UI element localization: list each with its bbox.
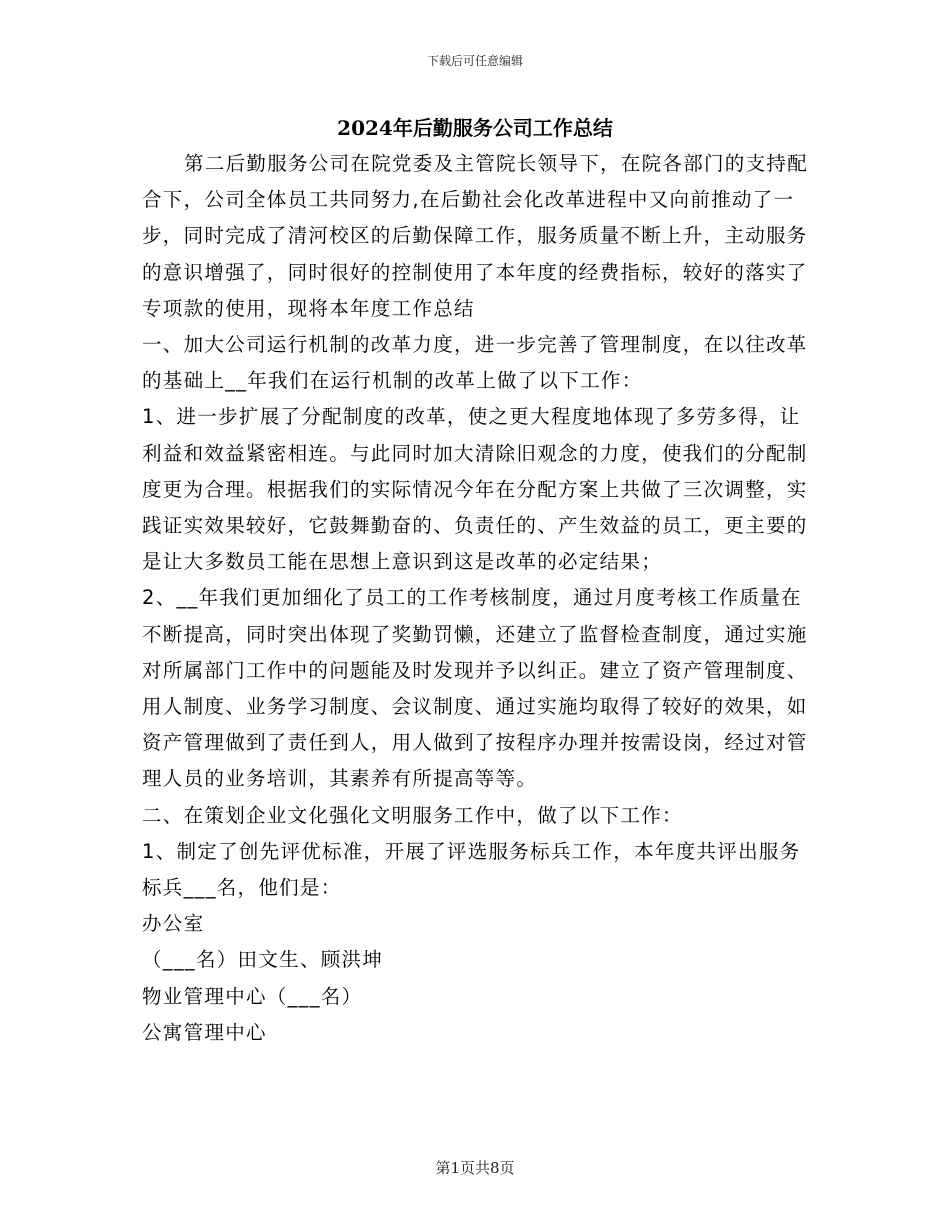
paragraph-apartment-center: 公寓管理中心 — [142, 1020, 267, 1044]
page-header-note: 下载后可任意编辑 — [426, 54, 523, 68]
paragraph-section-2-heading: 二、在策划企业文化强化文明服务工作中，做了以下工作： — [142, 803, 683, 827]
paragraph-office: 办公室 — [142, 912, 205, 936]
paragraph-property-center: 物业管理中心（___名） — [142, 984, 363, 1008]
paragraph-intro: 第二后勤服务公司在院党委及主管院长领导下，在院各部门的支持配合下，公司全体员工共同努力,在后勤社会化改革进程中又向前推动了一步，同时完成了清河校区的后勤保障工作，服务质量不断上升，主动服务的意识增强了，同时很好的控制使用了本年度的经费指标，较好的落实了专项款的使用，现将本年度工作总结 — [142, 152, 809, 320]
paragraph-item-2-1: 1、制定了创先评优标准，开展了评选服务标兵工作，本年度共评出服务标兵___名，他们是： — [142, 839, 801, 900]
document-body — [142, 146, 812, 1051]
page-number: 第1页共8页 — [435, 1159, 515, 1177]
paragraph-item-1-2: 2、__年我们更加细化了员工的工作考核制度，通过月度考核工作质量在不断提高，同时突出体现了奖勤罚懒，还建立了监督检查制度，通过实施对所属部门工作中的问题能及时发现并予以纠正。建立了资产管理制度、用人制度、业务学习制度、会议制度、通过实施均取得了较好的效果，如资产管理做到了责任到人，用人做到了按程序办理并按需设岗，经过对管理人员的业务培训，其素养有所提高等等。 — [142, 586, 808, 791]
paragraph-item-1-1: 1、进一步扩展了分配制度的改革，使之更大程度地体现了多劳多得，让利益和效益紧密相连。与此同时加大清除旧观念的力度，使我们的分配制度更为合理。根据我们的实际情况今年在分配方案上共做了三次调整，实践证实效果较好，它鼓舞勤奋的、负责任的、产生效益的员工，更主要的是让大多数员工能在思想上意识到这是改革的必定结果； — [142, 405, 808, 574]
paragraph-office-names: （___名）田文生、顾洪坤 — [142, 948, 384, 972]
paragraph-section-1-heading: 一、加大公司运行机制的改革力度，进一步完善了管理制度，在以往改革的基础上__年我们在运行机制的改革上做了以下工作： — [142, 333, 808, 393]
document-title: 2024年后勤服务公司工作总结 — [337, 116, 613, 140]
